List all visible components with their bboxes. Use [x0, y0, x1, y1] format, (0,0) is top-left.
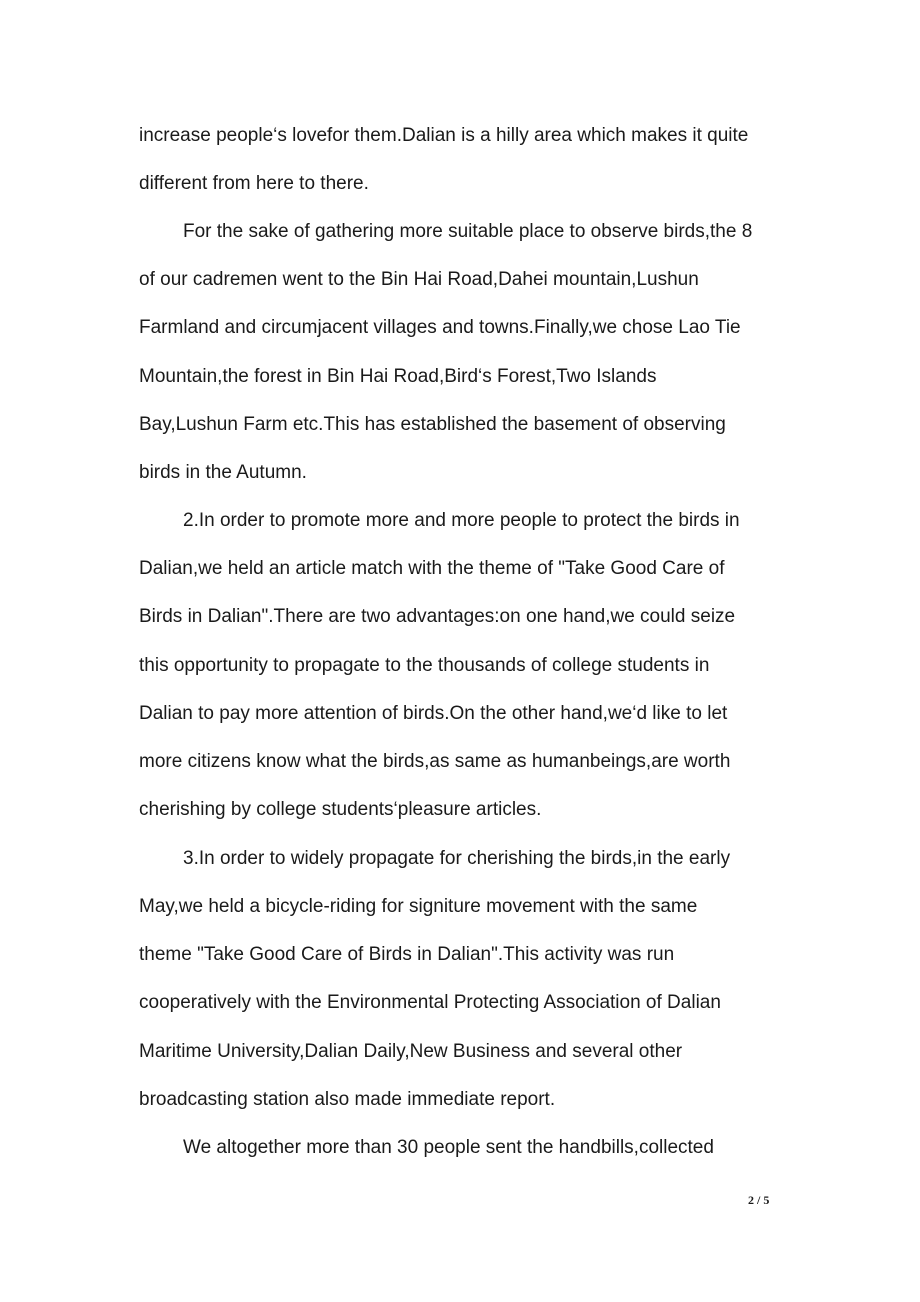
text-line: of our cadremen went to the Bin Hai Road,Dahei mountain,Lushun: [139, 269, 699, 290]
text-line: For the sake of gathering more suitable place to observe birds,the 8: [183, 221, 753, 242]
text-line: May,we held a bicycle-riding for signiture movement with the same: [139, 896, 698, 917]
text-line: cherishing by college students‘pleasure articles.: [139, 799, 542, 820]
text-line: this opportunity to propagate to the thousands of college students in: [139, 655, 710, 676]
text-line: Dalian to pay more attention of birds.On the other hand,we‘d like to let: [139, 703, 728, 724]
text-line: cooperatively with the Environmental Protecting Association of Dalian: [139, 992, 721, 1013]
text-line: broadcasting station also made immediate report.: [139, 1089, 556, 1110]
text-line: We altogether more than 30 people sent the handbills,collected: [183, 1137, 714, 1158]
page-number: 2 / 5: [748, 1193, 770, 1207]
text-line: Mountain,the forest in Bin Hai Road,Bird‘s Forest,Two Islands: [139, 366, 657, 387]
text-line: Bay,Lushun Farm etc.This has established the basement of observing: [139, 414, 726, 435]
text-line: birds in the Autumn.: [139, 462, 307, 483]
text-line: different from here to there.: [139, 173, 369, 194]
text-line: more citizens know what the birds,as same as humanbeings,are worth: [139, 751, 731, 772]
text-line: 3.In order to widely propagate for cherishing the birds,in the early: [183, 848, 731, 869]
text-line: Dalian,we held an article match with the theme of "Take Good Care of: [139, 558, 725, 579]
text-line: 2.In order to promote more and more people to protect the birds in: [183, 510, 740, 531]
text-line: theme "Take Good Care of Birds in Dalian".This activity was run: [139, 944, 675, 965]
text-line: Birds in Dalian".There are two advantages:on one hand,we could seize: [139, 606, 736, 627]
text-line: Maritime University,Dalian Daily,New Business and several other: [139, 1041, 683, 1062]
text-line: Farmland and circumjacent villages and towns.Finally,we chose Lao Tie: [139, 317, 741, 338]
text-line: increase people‘s lovefor them.Dalian is a hilly area which makes it quite: [139, 125, 749, 146]
